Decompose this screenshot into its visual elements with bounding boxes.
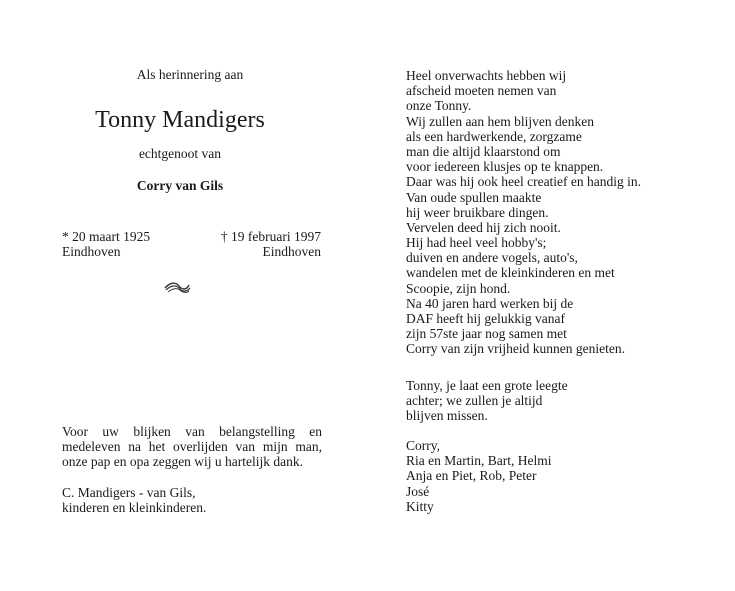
poem-line: Van oude spullen maakte [406,189,542,205]
death-place: Eindhoven [262,244,321,260]
spouse-name: Corry van Gils [136,178,224,193]
closing-text [406,378,568,424]
poem-line: Scoopie, zijn hond. [406,280,511,296]
poem-line: afscheid moeten nemen van [406,83,557,99]
poem-line: Wij zullen aan hem blijven denken [406,113,595,129]
poem-line: hij weer bruikbare dingen. [406,204,549,220]
poem-line: Vervelen deed hij zich nooit. [406,219,561,235]
poem-line: Na 40 jaren hard werken bij de [406,295,574,311]
poem-line: als een hardwerkende, zorgzame [406,128,582,144]
family-line: Anja en Piet, Rob, Peter [406,468,537,484]
closing-line: achter; we zullen je altijd [406,393,543,409]
poem-line: Heel onverwachts hebben wij [406,68,567,83]
poem-line: Daar was hij ook heel creatief en handig in. [406,174,642,190]
signature-line: kinderen en kleinkinderen. [62,500,207,516]
family-line: Ria en Martin, Bart, Helmi [406,453,552,469]
family-line: José [406,483,430,499]
closing-line: Tonny, je laat een grote leegte [406,378,568,393]
poem-line: zijn 57ste jaar nog samen met [406,326,567,342]
family-list [406,438,551,514]
poem-line: onze Tonny. [406,98,472,114]
spouse-label: echtgenoot van [138,146,222,161]
poem-line: DAF heeft hij gelukkig vanaf [406,311,565,326]
birth-place: Eindhoven [62,244,121,260]
death-info [221,229,321,259]
poem-line: Hij had heel veel hobby's; [406,235,547,251]
deceased-name: Tonny Mandigers [95,107,265,133]
poem [406,68,641,357]
closing-line: blijven missen. [406,408,488,424]
birth-date: * 20 maart 1925 [62,229,151,244]
poem-line: wandelen met de kleinkinderen en met [406,265,615,281]
birth-info [62,229,150,259]
family-line: Corry, [406,438,440,453]
poem-line: man die altijd klaarstond om [406,143,561,159]
signature-line: C. Mandigers - van Gils, [62,485,196,500]
thank-you-text: Voor uw blijken van belangstelling en medeleven na het overlijden van mijn man, onze pap en opa zeggen wij u hartelijk dank. [62,424,322,469]
poem-line: Corry van zijn vrijheid kunnen genieten. [406,341,625,357]
poem-line: voor iedereen klusjes op te knappen. [406,159,604,175]
signature [62,485,206,515]
intro-text: Als herinnering aan [136,67,244,82]
poem-line: duiven en andere vogels, auto's, [406,250,578,266]
ornament-icon [162,280,192,294]
death-date: † 19 februari 1997 [220,229,321,244]
family-line: Kitty [406,498,434,514]
